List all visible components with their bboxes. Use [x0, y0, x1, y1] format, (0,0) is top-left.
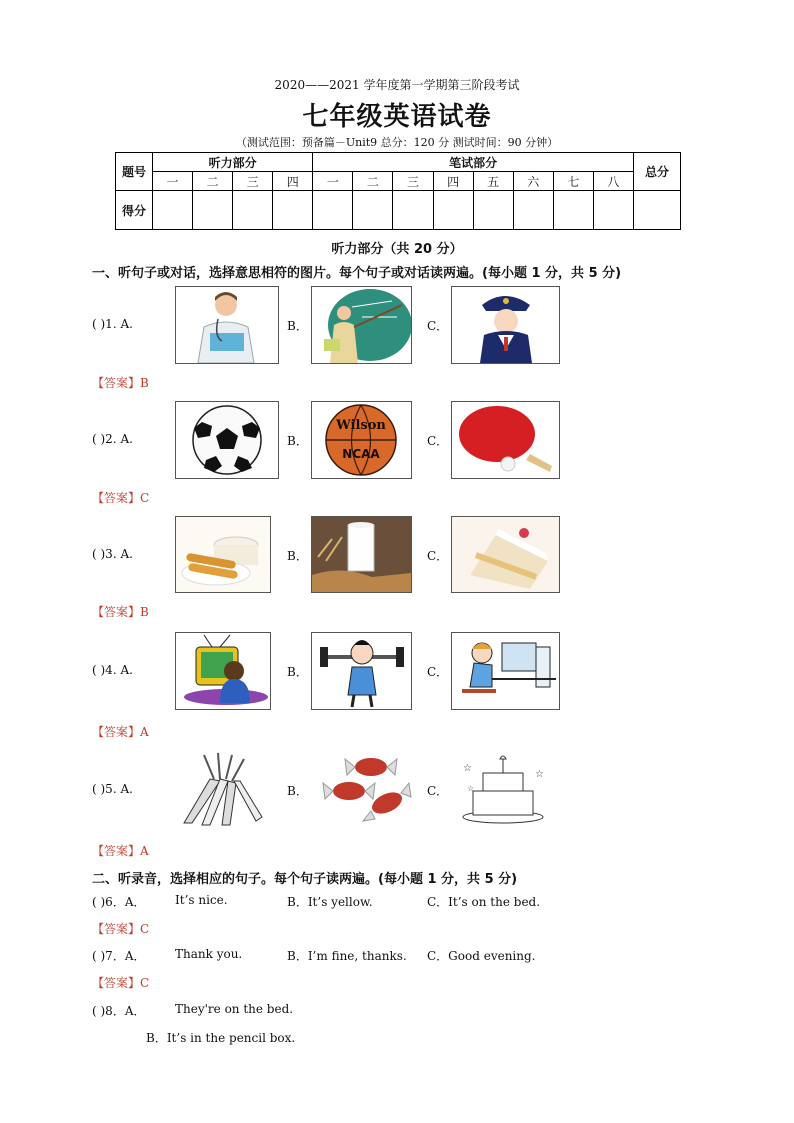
fried-dough-image[interactable] [175, 516, 271, 593]
score-table-label-score: 得分 [116, 191, 153, 230]
option-c-label: C． [427, 434, 449, 448]
answer-7: 【答案】C [92, 976, 150, 990]
question-5: ( )5. A. [92, 782, 133, 796]
score-col: 四 [273, 172, 313, 191]
computer-image[interactable] [451, 632, 560, 710]
score-col: 四 [433, 172, 473, 191]
q8-option-b: B．It’s in the pencil box. [146, 1031, 296, 1045]
score-table [115, 152, 681, 230]
option-c-label: C． [427, 319, 449, 333]
q7-option-b: B．I’m fine, thanks. [287, 949, 407, 963]
option-c-label: C． [427, 665, 449, 679]
birthday-cake-image[interactable] [453, 751, 555, 827]
svg-text:☆: ☆ [535, 769, 544, 780]
question-6: ( )6．A． [92, 895, 146, 909]
q7-option-a: Thank you. [175, 947, 243, 961]
question-8: ( )8．A． [92, 1004, 146, 1018]
score-col: 五 [473, 172, 513, 191]
score-cell[interactable] [313, 191, 353, 230]
basketball-image[interactable] [311, 401, 412, 479]
score-cell[interactable] [553, 191, 593, 230]
score-cell[interactable] [593, 191, 633, 230]
section2-title: 二、听录音，选择相应的句子。每个句子读两遍。(每小题 1 分，共 5 分) [92, 872, 518, 887]
q7-option-c: C．Good evening. [427, 949, 536, 963]
score-cell[interactable] [353, 191, 393, 230]
score-col: 七 [553, 172, 593, 191]
svg-text:☆: ☆ [467, 784, 475, 793]
score-table-total-header: 总分 [634, 153, 681, 191]
question-7: ( )7．A． [92, 949, 146, 963]
ping-pong-bat-image[interactable] [451, 401, 560, 479]
score-cell[interactable] [634, 191, 681, 230]
exam-title: 七年级英语试卷 [302, 102, 492, 132]
score-col: 八 [593, 172, 633, 191]
q6-option-c: C．It’s on the bed. [427, 895, 541, 909]
candy-image[interactable] [313, 751, 413, 827]
answer-3: 【答案】B [92, 605, 149, 619]
score-col: 六 [513, 172, 553, 191]
score-table-writing-header: 笔试部分 [313, 153, 634, 172]
score-col: 三 [393, 172, 433, 191]
option-b-label: B． [287, 319, 308, 333]
listening-section-header: 听力部分（共 20 分） [331, 242, 463, 257]
question-4: ( )4. A. [92, 663, 133, 677]
carrots-image[interactable] [174, 751, 270, 827]
score-cell[interactable] [193, 191, 233, 230]
answer-5: 【答案】A [92, 844, 149, 858]
score-cell[interactable] [393, 191, 433, 230]
score-col: 一 [153, 172, 193, 191]
svg-text:☆: ☆ [463, 763, 472, 774]
score-table-listening-header: 听力部分 [153, 153, 313, 172]
basketball-brand-text: Wilson [336, 418, 386, 433]
question-3: ( )3. A. [92, 547, 133, 561]
doctor-image[interactable] [175, 286, 279, 364]
score-col: 三 [233, 172, 273, 191]
milk-image[interactable] [311, 516, 412, 593]
answer-6: 【答案】C [92, 922, 150, 936]
answer-1: 【答案】B [92, 376, 149, 390]
answer-2: 【答案】C [92, 491, 150, 505]
score-col: 二 [353, 172, 393, 191]
q8-option-a: They're on the bed. [175, 1002, 294, 1016]
watching-tv-image[interactable] [175, 632, 271, 710]
score-cell[interactable] [513, 191, 553, 230]
exam-scope-line: （测试范围：预备篇－Unit9 总分：120 分 测试时间：90 分钟） [235, 136, 559, 149]
score-table-label-number: 题号 [116, 153, 153, 191]
score-cell[interactable] [433, 191, 473, 230]
option-b-label: B． [287, 665, 308, 679]
score-cell[interactable] [273, 191, 313, 230]
teacher-image[interactable] [311, 286, 412, 364]
question-1: ( )1. A. [92, 317, 133, 331]
option-b-label: B． [287, 434, 308, 448]
weightlifting-image[interactable] [311, 632, 412, 710]
score-cell[interactable] [153, 191, 193, 230]
q6-option-a: It’s nice. [175, 893, 228, 907]
section1-title: 一、听句子或对话，选择意思相符的图片。每个句子或对话读两遍。(每小题 1 分，共 5 分) [92, 266, 622, 281]
policeman-image[interactable] [451, 286, 560, 364]
option-c-label: C． [427, 549, 449, 563]
exam-term-line: 2020——2021 学年度第一学期第三阶段考试 [274, 78, 520, 92]
score-cell[interactable] [233, 191, 273, 230]
answer-4: 【答案】A [92, 725, 149, 739]
score-cell[interactable] [473, 191, 513, 230]
basketball-ncaa-text: NCAA [342, 447, 380, 461]
soccer-ball-image[interactable] [175, 401, 279, 479]
score-col: 二 [193, 172, 233, 191]
option-b-label: B． [287, 784, 308, 798]
option-b-label: B． [287, 549, 308, 563]
option-c-label: C． [427, 784, 449, 798]
q6-option-b: B．It’s yellow. [287, 895, 373, 909]
cake-image[interactable] [451, 516, 560, 593]
question-2: ( )2. A. [92, 432, 133, 446]
score-col: 一 [313, 172, 353, 191]
